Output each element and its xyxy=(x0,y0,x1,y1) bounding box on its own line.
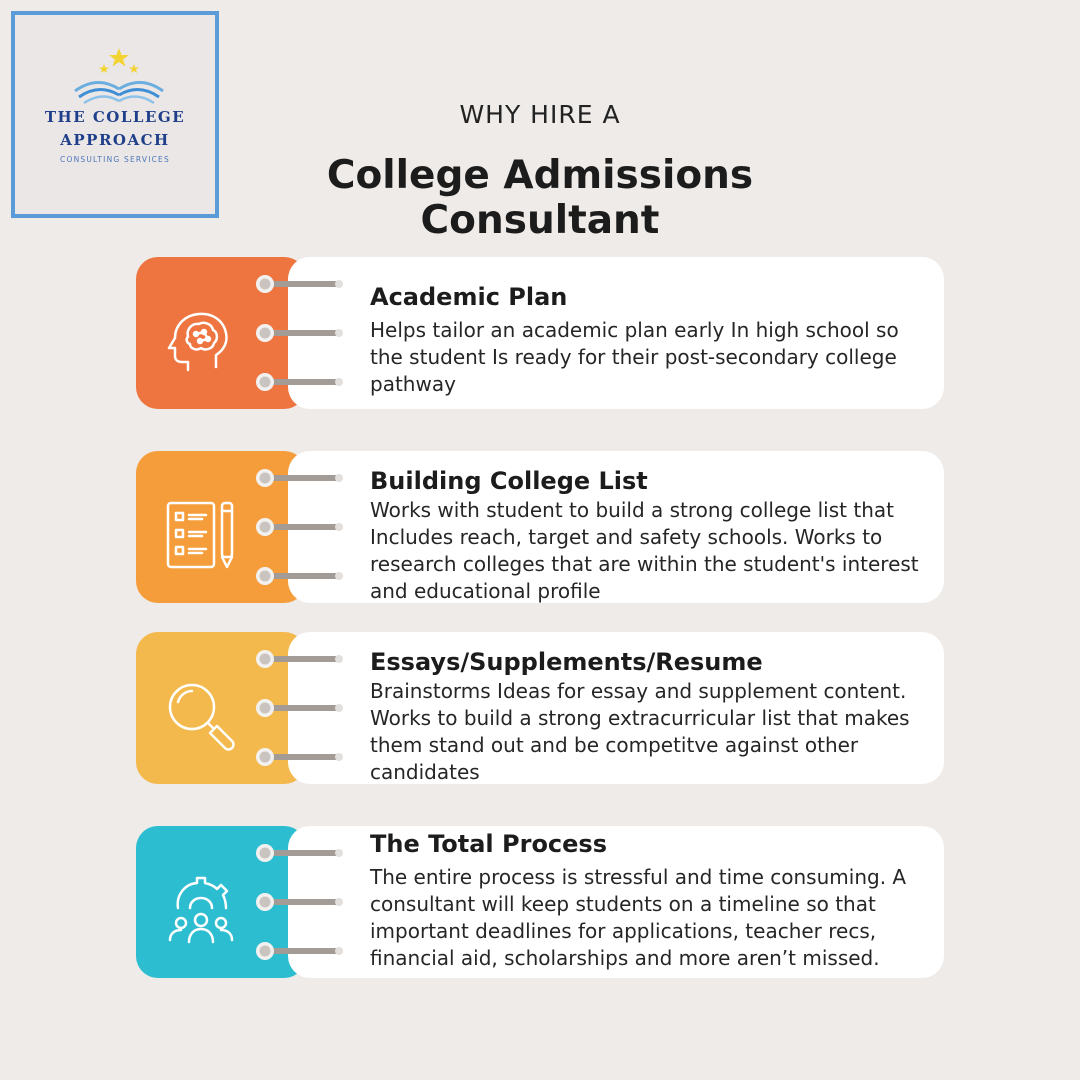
card-building-college-list xyxy=(136,451,944,603)
binder-ring xyxy=(254,273,344,295)
magnifier-icon xyxy=(164,680,238,754)
card-title: Essays/Supplements/Resume xyxy=(370,648,763,676)
team-gear-icon xyxy=(164,874,238,948)
binder-ring xyxy=(254,322,344,344)
page-title: College Admissions Consultant xyxy=(326,153,754,243)
open-book-stars-icon xyxy=(71,45,167,107)
card-description: Helps tailor an academic plan early In high school so the student Is ready for their post-secondary college pathway xyxy=(370,318,899,396)
card-academic-plan xyxy=(136,257,944,409)
card-title: Building College List xyxy=(370,467,648,495)
card-title: The Total Process xyxy=(370,830,607,858)
binder-ring xyxy=(254,940,344,962)
brain-head-icon xyxy=(164,305,238,379)
card-description: The entire process is stressful and time consuming. A consultant will keep students on a timeline so that important deadlines for applications, teacher recs, financial aid, scholarships and more aren’t missed. xyxy=(370,865,907,970)
binder-ring xyxy=(254,697,344,719)
card-description: Works with student to build a strong college list that Includes reach, target and safety schools. Works to research colleges that are within the student's interest and educational profile xyxy=(370,498,919,603)
logo-line-2: APPROACH xyxy=(60,131,170,149)
card-title: Academic Plan xyxy=(370,283,568,311)
binder-ring xyxy=(254,565,344,587)
card-description: Brainstorms Ideas for essay and supplement content. Works to build a strong extracurricular list that makes them stand out and be competitve against other candidates xyxy=(370,679,910,784)
binder-ring xyxy=(254,648,344,670)
binder-ring xyxy=(254,516,344,538)
card-total-process xyxy=(136,826,944,978)
binder-ring xyxy=(254,842,344,864)
eyebrow-heading: WHY HIRE A xyxy=(459,100,621,129)
card-essays-supplements-resume xyxy=(136,632,944,784)
binder-ring xyxy=(254,891,344,913)
logo-tagline: CONSULTING SERVICES xyxy=(60,155,170,164)
logo xyxy=(11,11,219,218)
checklist-pencil-icon xyxy=(164,499,238,573)
logo-line-1: THE COLLEGE xyxy=(44,108,186,126)
binder-ring xyxy=(254,746,344,768)
binder-ring xyxy=(254,371,344,393)
binder-ring xyxy=(254,467,344,489)
